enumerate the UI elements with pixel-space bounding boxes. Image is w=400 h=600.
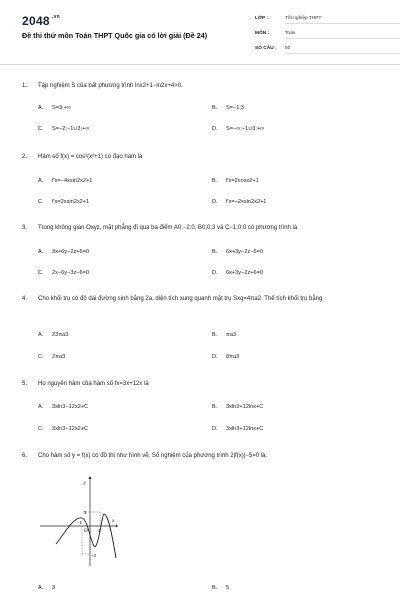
question-text: Trong không gian Oxyz, mặt phẳng đi qua ba điểm A0;−2;0, B0;0;3 và C−1;0;0 có phương trình là — [38, 225, 298, 231]
document-title: Đề thi thử môn Toán THPT Quốc gia có lời giải (Đề 24) — [22, 31, 208, 40]
option-value: πa3 — [226, 332, 237, 338]
meta-class-value: Tốt nghiệp THPT — [285, 16, 400, 24]
option-value: f'x=−2xsin2x2+1 — [226, 199, 267, 205]
logo-suffix: .vn — [51, 14, 61, 20]
option-label: B. — [212, 585, 218, 591]
tick-label-1: 1 — [98, 528, 101, 533]
option-label: A. — [38, 585, 44, 591]
origin-label: O — [84, 529, 88, 534]
tick-label-neg1: −1 — [77, 520, 82, 525]
question-text: Họ nguyên hàm của hàm số fx=3x+12x là — [38, 381, 149, 387]
option-value: 2πa3 — [52, 354, 66, 360]
header-divider — [0, 64, 400, 65]
option-label: A. — [38, 404, 44, 410]
option-value: 3xln3−12x2+C — [52, 404, 89, 410]
meta-subject-value: Toán — [285, 31, 400, 39]
question-number: 5. — [22, 381, 28, 387]
option-label: D. — [212, 270, 218, 276]
option-label: D. — [212, 126, 218, 132]
option-label: C. — [38, 354, 44, 360]
meta-class-key: LỚP : — [255, 16, 269, 21]
site-logo[interactable] — [22, 14, 60, 28]
question-number: 4. — [22, 296, 28, 302]
option-value: S=−2;−1∪3;+∞ — [52, 126, 90, 132]
option-label: B. — [212, 249, 218, 255]
x-axis-arrow — [116, 525, 118, 528]
question-text: Cho hàm số y = f(x) có đồ thị như hình vẽ. Số nghiệm của phương trình 2|f(x)|−5=0 là: — [38, 453, 268, 459]
option-value: S=−∞;−1∪3;+∞ — [226, 126, 265, 132]
option-value: 5 — [226, 585, 230, 591]
question-text: Tập nghiệm S của bất phương trình lnx2+1−ln2x+4>0. — [38, 83, 183, 89]
tick-label-3: 3 — [84, 510, 87, 515]
option-value: 6x+3y−2z+6=0 — [226, 270, 264, 276]
option-label: A. — [38, 332, 44, 338]
question-text: Hàm số f(x) = cos²(x²+1) có đạo hàm là — [38, 154, 143, 160]
y-axis-label: y — [84, 481, 87, 486]
option-value: 3 — [52, 585, 56, 591]
tick-label-neg3: −3 — [91, 553, 96, 558]
option-value: 3x+6y−2z+6=0 — [52, 249, 90, 255]
option-label: B. — [212, 105, 218, 111]
option-label: D. — [212, 354, 218, 360]
option-value: 23πa3 — [52, 332, 69, 338]
question-number: 6. — [22, 453, 28, 459]
y-axis-arrow — [89, 476, 92, 479]
option-label: A. — [38, 105, 44, 111]
option-value: f'x=−4xsin2x2+1 — [52, 178, 93, 184]
meta-count-value: 50 — [285, 46, 400, 54]
function-curve — [56, 514, 116, 558]
option-value: 2x−6y−3z−6=0 — [52, 270, 90, 276]
option-value: 3xln3−12x2+C — [52, 426, 89, 432]
option-label: D. — [212, 199, 218, 205]
function-graph — [38, 474, 118, 568]
option-label: A. — [38, 249, 44, 255]
option-label: B. — [212, 178, 218, 184]
question-number: 1. — [22, 83, 28, 89]
option-value: S=3;+∞ — [52, 105, 71, 111]
option-label: C. — [38, 426, 44, 432]
meta-count-key: SỐ CÂU : — [255, 46, 277, 51]
option-label: C. — [38, 199, 44, 205]
meta-subject-key: MÔN : — [255, 31, 270, 36]
option-label: B. — [212, 332, 218, 338]
page-header — [0, 0, 400, 64]
option-value: 8πa3 — [226, 354, 240, 360]
question-number: 3. — [22, 225, 28, 231]
option-value: 3xln3+12lnx+C — [226, 404, 264, 410]
option-value: f'x=2xsin2x2+1 — [52, 199, 90, 205]
x-axis-label: x — [112, 519, 115, 524]
option-value: 3xln3+12lnx+C — [226, 426, 264, 432]
option-value: 6x+3y−2z−6=0 — [226, 249, 264, 255]
logo-text: 2048 — [22, 14, 50, 28]
question-number: 2. — [22, 154, 28, 160]
option-label: C. — [38, 126, 44, 132]
option-label: B. — [212, 404, 218, 410]
option-label: A. — [38, 178, 44, 184]
option-value: S=−1;3 — [226, 105, 245, 111]
option-label: C. — [38, 270, 44, 276]
option-value: f'x=2cosx2+1 — [226, 178, 259, 184]
question-text: Cho khối trụ có độ dài đường sinh bằng 2a, diện tích xung quanh mặt trụ Sxq=4πa2. Thể tích khối trụ bằng — [38, 296, 323, 302]
option-label: D. — [212, 426, 218, 432]
